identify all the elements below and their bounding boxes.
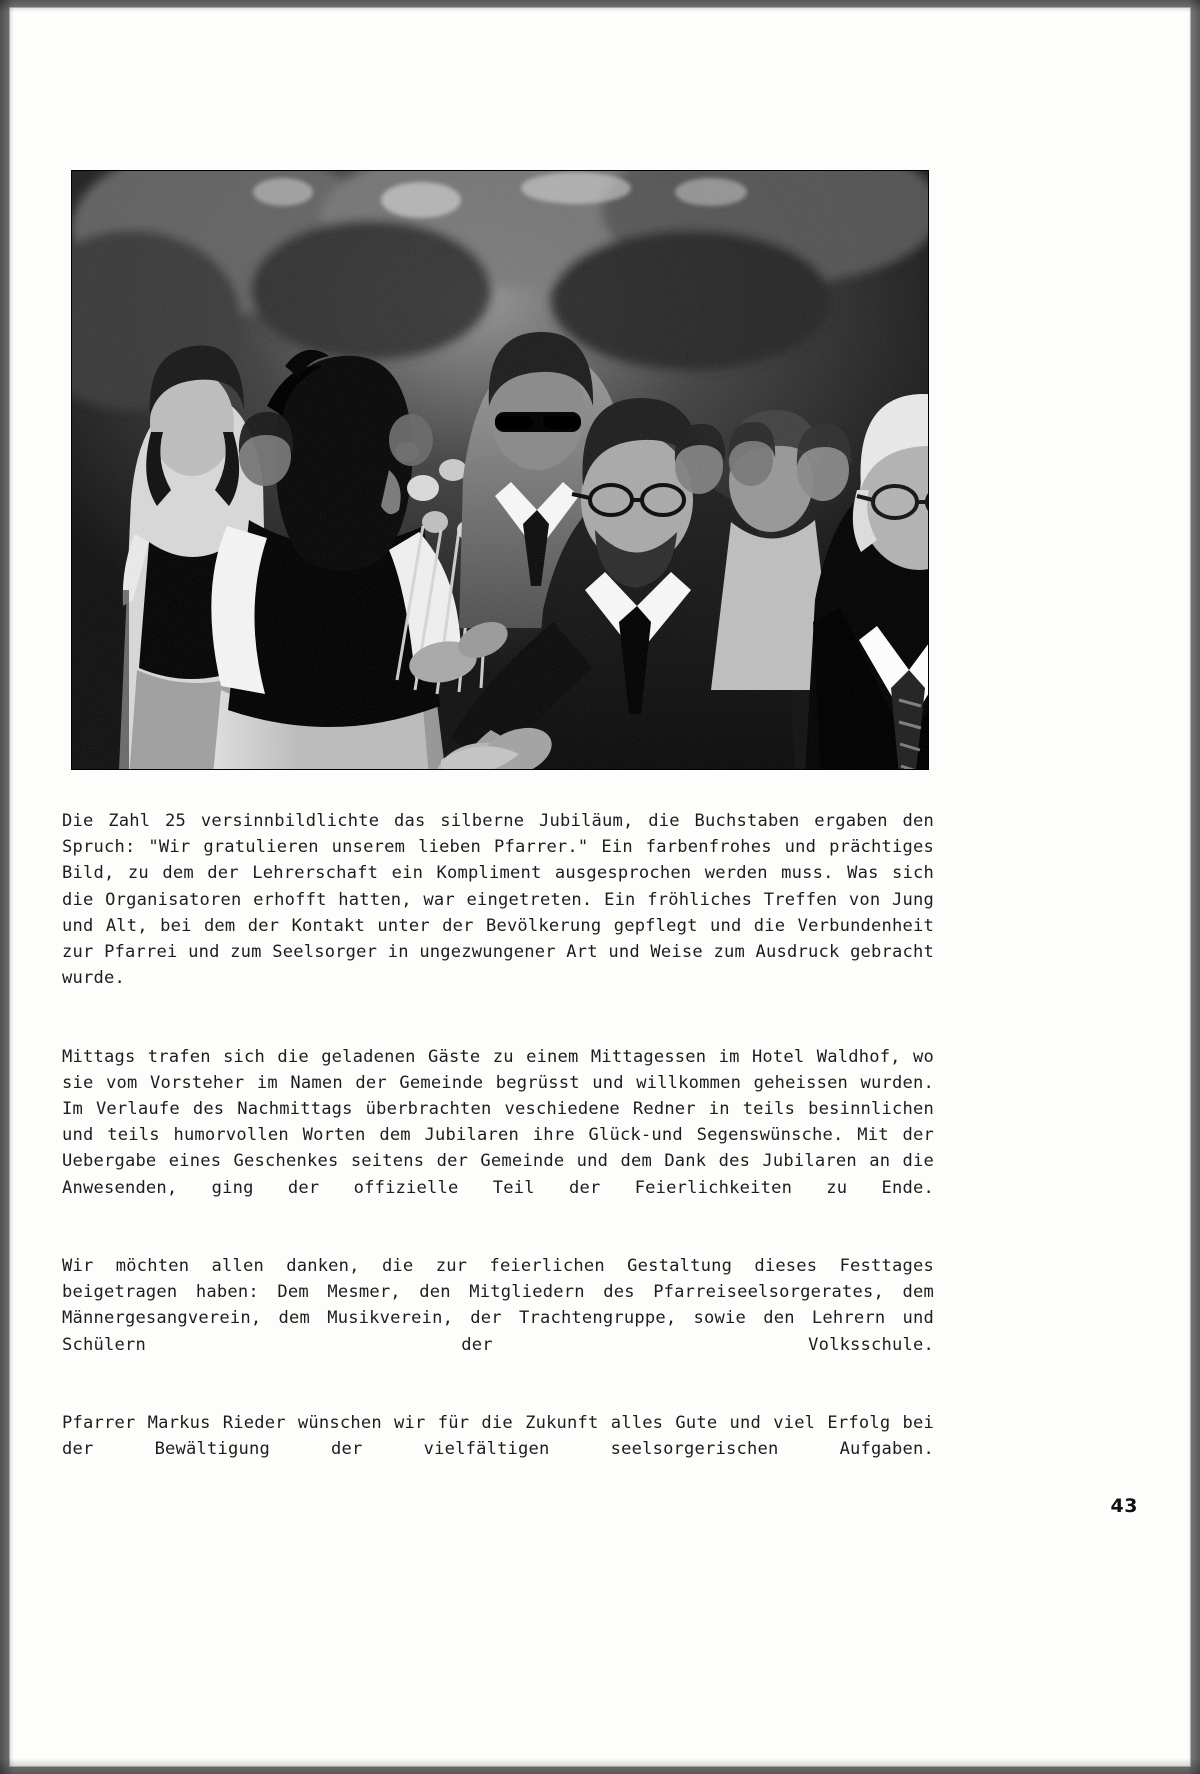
article-body: [62, 808, 934, 1489]
paragraph-4: Pfarrer Markus Rieder wünschen wir für die Zukunft alles Gute und viel Erfolg bei der Bewältigung der vielfältigen seelsorgerischen Aufgaben.: [62, 1413, 934, 1460]
page-number: 43: [1110, 1495, 1138, 1517]
paragraph-1: Die Zahl 25 versinnbildlichte das silberne Jubiläum, die Buchstaben ergaben den Spruch: "Wir gratulieren unserem lieben Pfarrer." Ein farbenfrohes und prächtiges Bild, zu dem der Lehrerschaft ein Kompliment ausgesprochen werden muss. Was sich die Organisatoren erhofft hatten, war eingetreten. Ein fröhliches Treffen von Jung und Alt, bei dem der Kontakt unter der Bevölkerung gepflegt und die Verbundenheit zur Pfarrei und zum Seelsorger in ungezwungener Art und Weise zum Ausdruck gebracht wurde.: [62, 811, 934, 989]
paragraph-2: Mittags trafen sich die geladenen Gäste zu einem Mittagessen im Hotel Waldhof, wo sie vom Vorsteher im Namen der Gemeinde begrüsst und willkommen geheissen wurden. Im Verlaufe des Nachmittags überbrachten veschiedene Redner in teils besinnlichen und teils humorvollen Worten dem Jubilaren ihre Glück-und Segenswünsche. Mit der Uebergabe eines Geschenkes seitens der Gemeinde und dem Dank des Jubilaren an die Anwesenden, ging der offizielle Teil der Feierlichkeiten zu Ende.: [62, 1046, 934, 1198]
paragraph-3: Wir möchten allen danken, die zur feierlichen Gestaltung dieses Festtages beigetragen haben: Dem Mesmer, den Mitgliedern des Pfarreiseelsorgerates, dem Männergesangverein, dem Musikverein, der Trachtengruppe, sowie den Lehrern und Schülern der Volksschule.: [62, 1256, 934, 1355]
page-sheet: [10, 8, 1190, 1766]
article-photograph: [71, 170, 929, 770]
photograph-image: [71, 170, 929, 770]
